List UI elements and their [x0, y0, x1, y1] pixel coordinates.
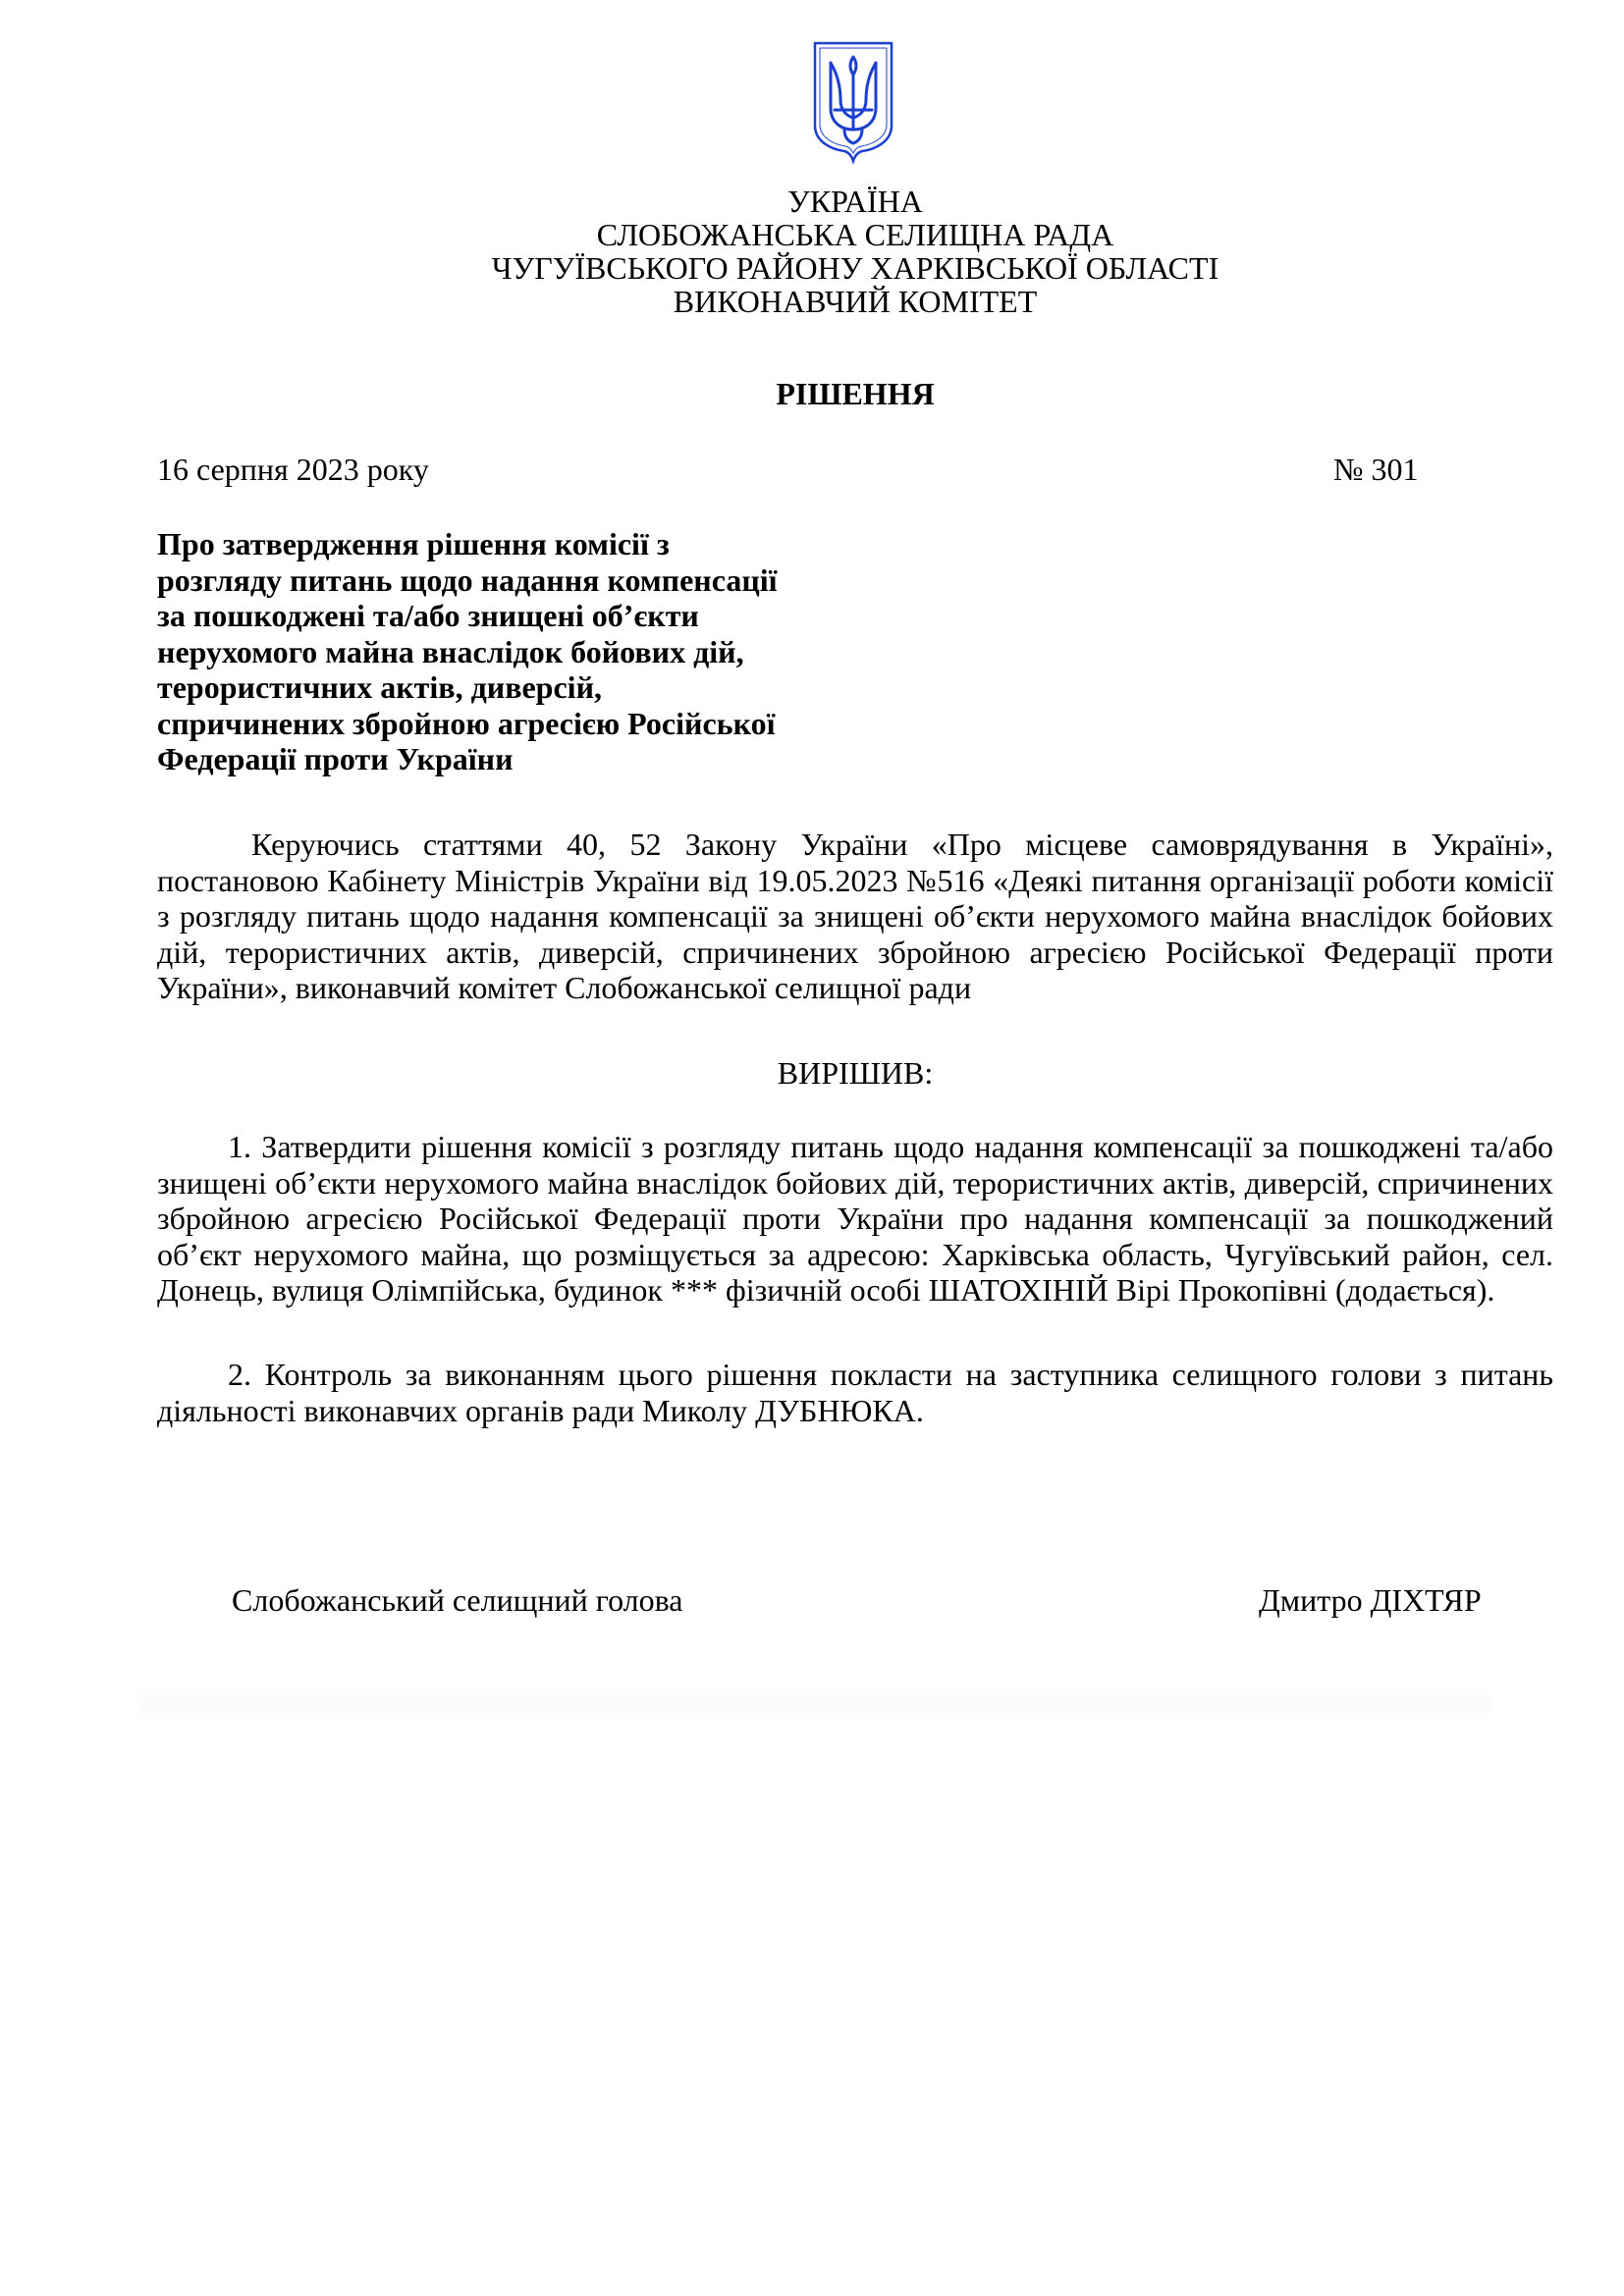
header-council: СЛОБОЖАНСЬКА СЕЛИЩНА РАДА: [596, 217, 1114, 252]
subject-line: нерухомого майна внаслідок бойових дій,: [157, 633, 744, 669]
resolution-item: 1. Затвердити рішення комісії з розгляду питань щодо надання компенсації за пошкоджені та/або знищені об’єкти нерухомого майна внаслідок бойових дій, терористичних актів, диверсій, спричинених збройною агресією Російської Федерації проти України про надання компенсації за пошкоджений об’єкт нерухомого майна, що розміщується за адресою: Харківська область, Чугуївський район, сел. Донець, вулиця Олімпійська, будинок *** фізичній особі ШАТОХІНІЙ Вірі Прокопівні (додається).: [157, 1129, 1553, 1308]
subject-line: спричинених збройною агресією Російської: [157, 705, 776, 741]
signature-name: Дмитро ДІХТЯР: [1259, 1582, 1482, 1618]
subject-line: Федерації проти України: [157, 741, 514, 776]
document-number: № 301: [1333, 452, 1419, 487]
header-district: ЧУГУЇВСЬКОГО РАЙОНУ ХАРКІВСЬКОЇ ОБЛАСТІ: [491, 250, 1219, 286]
subject-line: розгляду питань щодо надання компенсації: [157, 561, 778, 598]
subject-line: за пошкоджені та/або знищені об’єкти: [157, 598, 699, 633]
resolved-heading: ВИРІШИВ:: [777, 1055, 934, 1091]
document-header: [0, 185, 1624, 318]
preamble-paragraph: Керуючись статтями 40, 52 Закону України «Про місцеве самоврядування в Україні», постановою Кабінету Міністрів України від 19.05.2023 №516 «Деякі питання організації роботи комісії з розгляду питань щодо надання компенсації за знищені об’єкти нерухомого майна внаслідок бойових дій, терористичних актів, диверсій, спричинених збройною агресією Російської Федерації проти України», виконавчий комітет Слобожанської селищної ради: [157, 827, 1553, 1005]
document-date: 16 серпня 2023 року: [157, 452, 429, 487]
scan-artifact-band: [137, 1684, 1492, 1724]
resolution-item: 2. Контроль за виконанням цього рішення покласти на заступника селищного голови з питань діяльності виконавчих органів ради Миколу ДУБНЮКА.: [157, 1357, 1553, 1428]
header-committee: ВИКОНАВЧИЙ КОМІТЕТ: [673, 284, 1038, 319]
header-country: УКРАЇНА: [787, 184, 923, 219]
subject-line: Про затвердження рішення комісії з: [157, 526, 670, 561]
signature-role: Слобожанський селищний голова: [232, 1582, 683, 1618]
coat-of-arms-tryzub-icon: [811, 39, 895, 165]
document-subject: [157, 526, 864, 777]
document-type-title: РІШЕННЯ: [776, 376, 935, 411]
subject-line: терористичних актів, диверсій,: [157, 669, 602, 705]
